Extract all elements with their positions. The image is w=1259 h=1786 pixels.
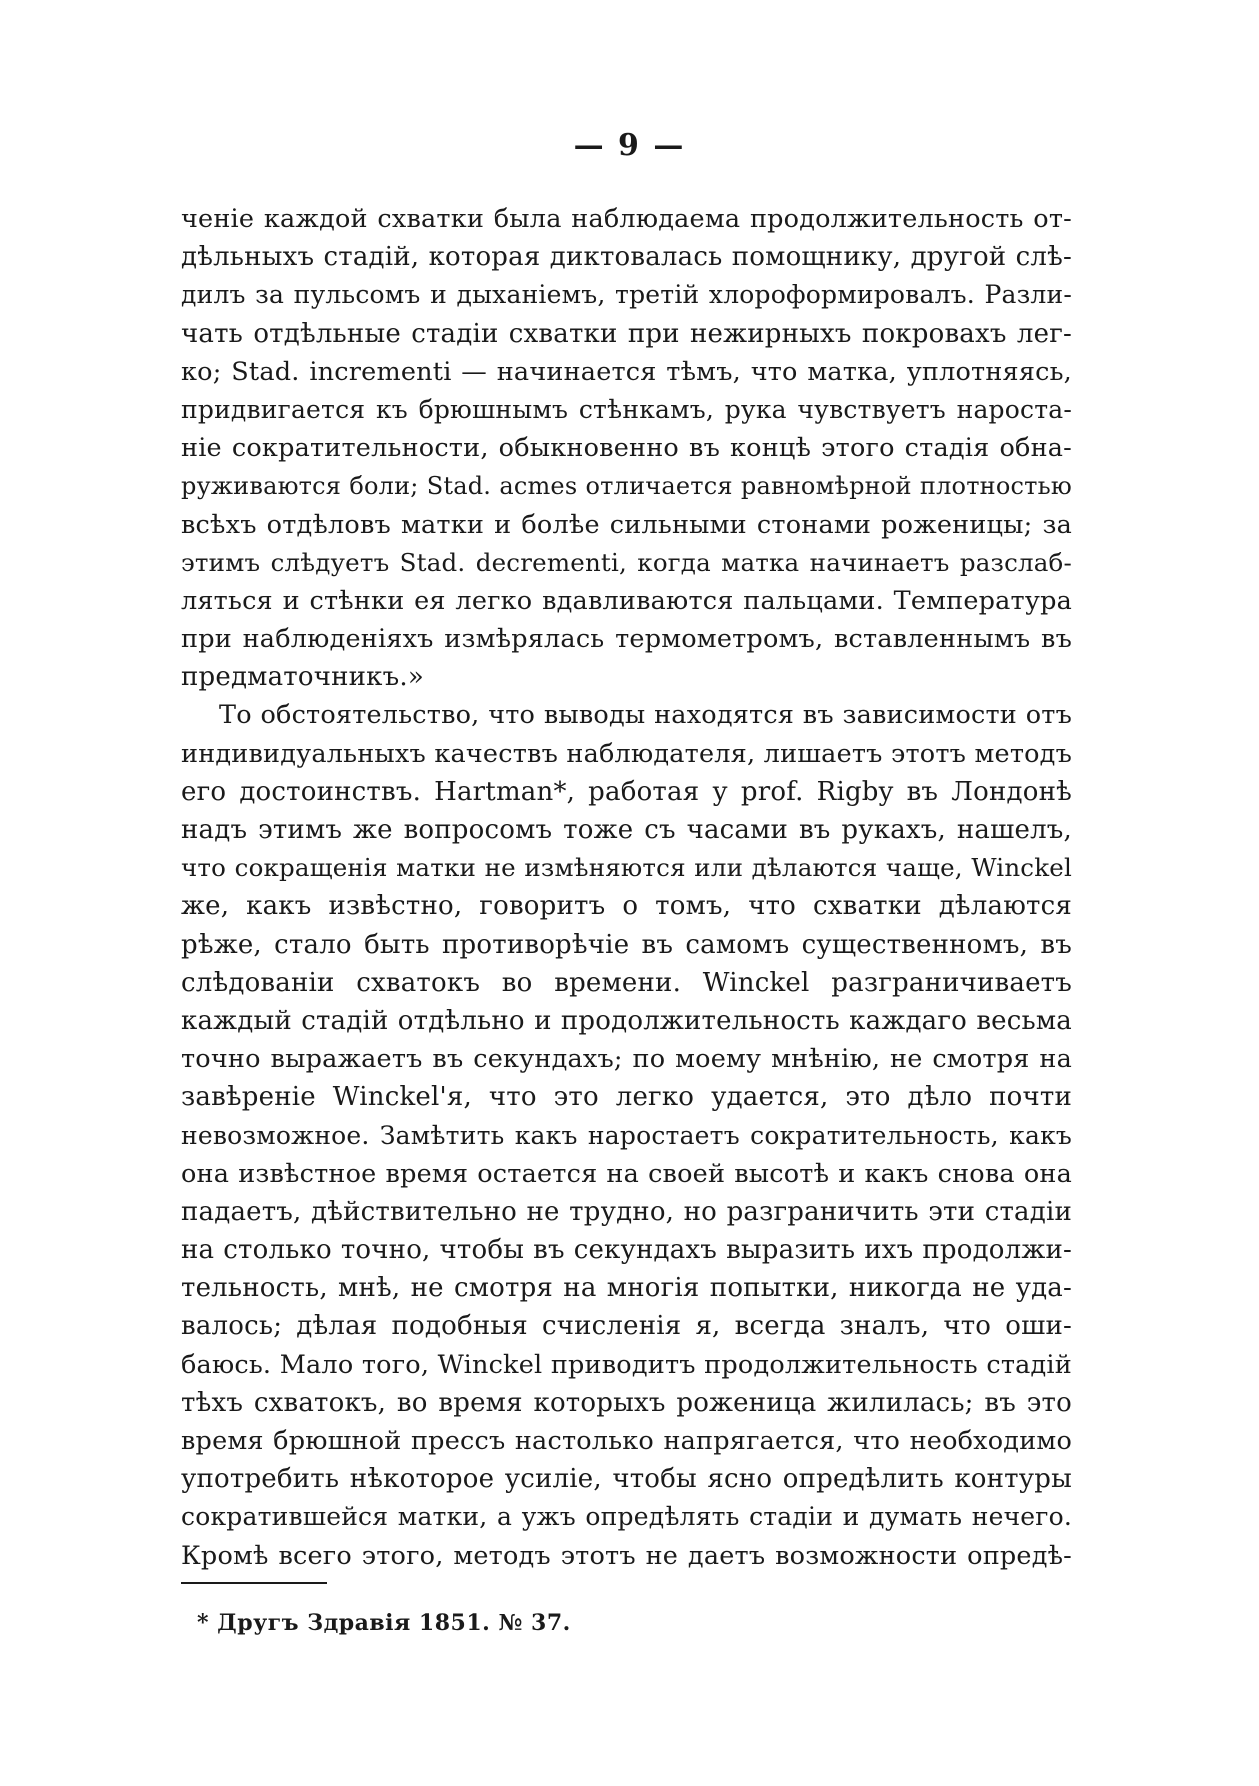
page-number: — 9 —: [573, 128, 686, 163]
text-line: ченіе каждой схватки была наблюдаема продолжительность от-: [181, 204, 1072, 234]
text-line: точно выражаетъ въ секундахъ; по моему мнѣнію, не смотря на: [181, 1044, 1072, 1075]
text-line: всѣхъ отдѣловъ матки и болѣе сильными стонами роженицы; за: [181, 509, 1072, 540]
text-line: невозможное. Замѣтить какъ наростаетъ сократительность, какъ: [181, 1120, 1072, 1150]
text-line: надъ этимъ же вопросомъ тоже съ часами въ рукахъ, нашелъ,: [181, 815, 1072, 845]
text-line: что сокращенія матки не измѣняются или дѣлаются чаще, Winckel: [181, 853, 1072, 883]
text-line: придвигается къ брюшнымъ стѣнкамъ, рука чувствуетъ нароста-: [181, 394, 1072, 424]
text-line: на столько точно, чтобы въ секундахъ выразить ихъ продолжи-: [181, 1235, 1072, 1266]
text-line: Кромѣ всего этого, методъ этотъ не даетъ возможности опредѣ-: [181, 1540, 1072, 1571]
text-line: его достоинствъ. Hartman*, работая у prof. Rigby въ Лондонѣ: [181, 776, 1072, 807]
text-line: ко; Stad. incrementi — начинается тѣмъ, что матка, уплотняясь,: [181, 356, 1072, 387]
text-line: баюсь. Мало того, Winckel приводитъ продолжительность стадій: [181, 1349, 1072, 1380]
text-line: дилъ за пульсомъ и дыханіемъ, третій хлороформировалъ. Разли-: [181, 280, 1072, 310]
text-line: индивидуальныхъ качествъ наблюдателя, лишаетъ этотъ методъ: [181, 738, 1072, 769]
text-line: дѣльныхъ стадій, которая диктовалась помощнику, другой слѣ-: [181, 242, 1072, 273]
text-line: слѣдованіи схватокъ во времени. Winckel разграничиваетъ: [181, 967, 1072, 998]
text-line: рѣже, стало быть противорѣчіе въ самомъ существенномъ, въ: [181, 929, 1072, 960]
text-line: ляться и стѣнки ея легко вдавливаются пальцами. Температура: [181, 585, 1072, 616]
text-line: же, какъ извѣстно, говоритъ о томъ, что схватки дѣлаются: [181, 891, 1072, 922]
text-line: тѣхъ схватокъ, во время которыхъ роженица жилилась; въ это: [181, 1387, 1072, 1418]
text-line: То обстоятельство, что выводы находятся въ зависимости отъ: [219, 700, 1072, 731]
text-line: предматочникъ.»: [181, 662, 424, 693]
body-text: [181, 200, 1072, 1575]
text-line: употребить нѣкоторое усиліе, чтобы ясно опредѣлить контуры: [181, 1464, 1072, 1495]
text-line: каждый стадій отдѣльно и продолжительность каждаго весьма: [181, 1005, 1072, 1036]
text-line: при наблюденіяхъ измѣрялась термометромъ, вставленнымъ въ: [181, 624, 1072, 655]
text-line: время брюшной прессъ настолько напрягается, что необходимо: [181, 1426, 1072, 1456]
footnote: * Другъ Здравія 1851. № 37.: [197, 1610, 571, 1636]
text-line: завѣреніе Winckel'я, что это легко удается, это дѣло почти: [181, 1082, 1072, 1113]
text-line: чать отдѣльные стадіи схватки при нежирныхъ покровахъ лег-: [181, 318, 1072, 349]
text-line: ніе сократительности, обыкновенно въ концѣ этого стадія обна-: [181, 433, 1072, 464]
footnote-divider: [181, 1582, 327, 1584]
text-line: тельность, мнѣ, не смотря на многія попытки, никогда не уда-: [181, 1273, 1072, 1304]
text-line: этимъ слѣдуетъ Stad. decrementi, когда матка начинаетъ разслаб-: [181, 547, 1072, 577]
text-line: сократившейся матки, а ужъ опредѣлять стадіи и думать нечего.: [181, 1502, 1072, 1532]
text-line: она извѣстное время остается на своей высотѣ и какъ снова она: [181, 1158, 1072, 1189]
text-line: падаетъ, дѣйствительно не трудно, но разграничить эти стадіи: [181, 1196, 1072, 1227]
text-line: руживаются боли; Stad. acmes отличается равномѣрной плотностью: [181, 472, 1072, 501]
text-line: валось; дѣлая подобныя счисленія я, всегда зналъ, что оши-: [181, 1311, 1072, 1342]
